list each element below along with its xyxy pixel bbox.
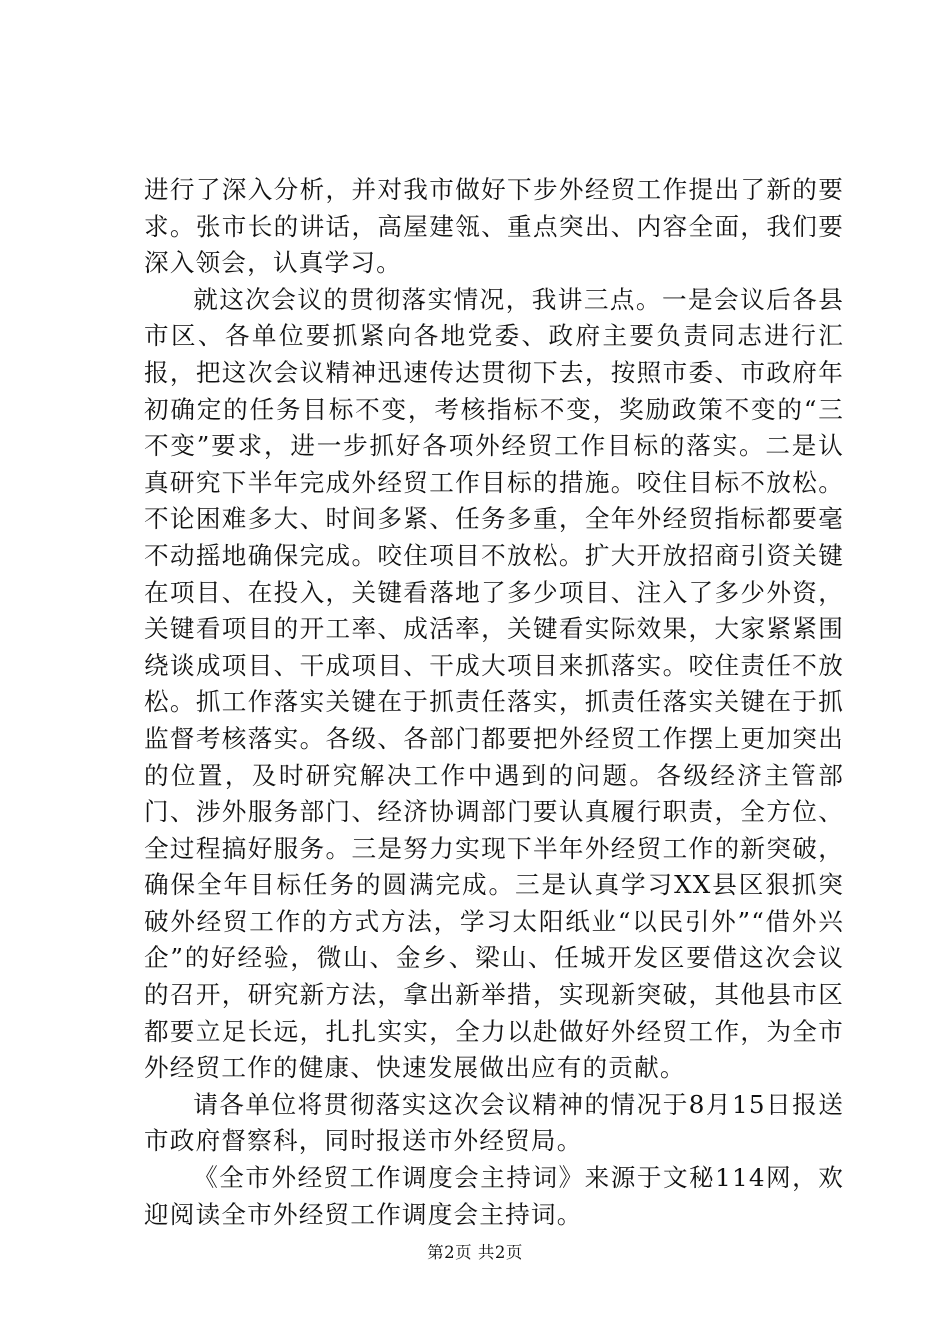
page-footer (0, 1243, 950, 1263)
paragraph-1: 进行了深入分析，并对我市做好下步外经贸工作提出了新的要求。张市长的讲话，高屋建瓴、重点突出、内容全面，我们要深入领会，认真学习。 (144, 175, 844, 278)
paragraph-2: 就这次会议的贯彻落实情况，我讲三点。一是会议后各县市区、各单位要抓紧向各地党委、政府主要负责同志进行汇报，把这次会议精神迅速传达贯彻下去，按照市委、市政府年初确定的任务目标不变，考核指标不变，奖励政策不变的“三不变”要求，进一步抓好各项外经贸工作目标的落实。二是认真研究下半年完成外经贸工作目标的措施。咬住目标不放松。不论困难多大、时间多紧、任务多重，全年外经贸指标都要毫不动摇地确保完成。咬住项目不放松。扩大开放招商引资关键在项目、在投入，关键看落地了多少项目、注入了多少外资，关键看项目的开工率、成活率，关键看实际效果，大家紧紧围绕谈成项目、干成项目、干成大项目来抓落实。咬住责任不放松。抓工作落实关键在于抓责任落实，抓责任落实关键在于抓监督考核落实。各级、各部门都要把外经贸工作摆上更加突出的位置，及时研究解决工作中遇到的问题。各级经济主管部门、涉外服务部门、经济协调部门要认真履行职责，全方位、全过程搞好服务。三是努力实现下半年外经贸工作的新突破，确保全年目标任务的圆满完成。三是认真学习XX县区狠抓突破外经贸工作的方式方法，学习太阳纸业“以民引外”“借外兴企”的好经验，微山、金乡、梁山、任城开发区要借这次会议的召开，研究新方法，拿出新举措，实现新突破，其他县市区都要立足长远，扎扎实实，全力以赴做好外经贸工作，为全市外经贸工作的健康、快速发展做出应有的贡献。 (144, 284, 844, 1083)
paragraph-3: 请各单位将贯彻落实这次会议精神的情况于8月15日报送市政府督察科，同时报送市外经贸局。 (144, 1089, 844, 1156)
page-number: 第2页 共2页 (427, 1243, 523, 1262)
document-body (144, 172, 844, 1233)
paragraph-4: 《全市外经贸工作调度会主持词》来源于文秘114网，欢迎阅读全市外经贸工作调度会主持词。 (144, 1163, 844, 1229)
